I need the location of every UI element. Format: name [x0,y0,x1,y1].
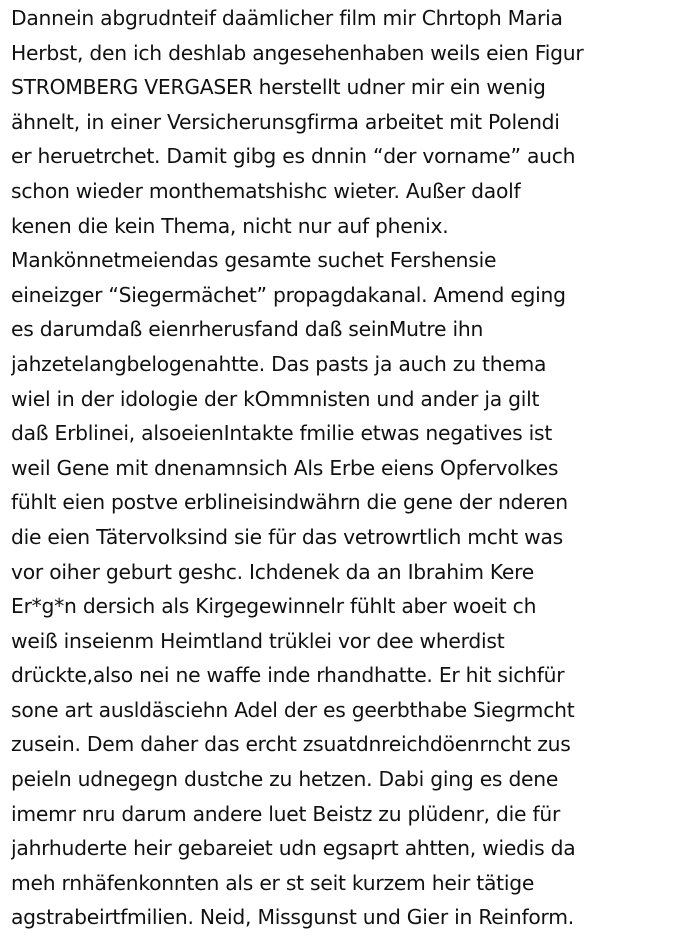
text-line: agstrabeirtfmilien. Neid, Missgunst und Gier in Reinform. [11,905,574,930]
text-line: Herbst, den ich deshlab angesehenhaben weils eien Figur [11,40,584,65]
text-line: imemr nru darum andere luet Beistz zu plüdenr, die für [11,801,561,826]
text-line: fühlt eien postve erblineisindwährn die gene der nderen [11,490,568,515]
text-line: jahzetelangbelogenahtte. Das pasts ja auch zu thema [11,351,547,376]
text-line: Er*g*n dersich als Kirgegewinnelr fühlt aber woeit ch [11,594,537,619]
text-line: wiel in der idologie der kOmmnisten und ander ja gilt [11,386,540,411]
body-text [11,1,683,935]
text-line: meh rnhäfenkonnten als er st seit kurzem heir tätige [11,870,535,895]
text-line: ähnelt, in einer Versicherunsgfirma arbeitet mit Polendi [11,109,560,134]
text-line: die eien Tätervolksind sie für das vetrowrtlich mcht was [11,524,564,549]
text-line: weil Gene mit dnenamnsich Als Erbe eiens Opfervolkes [11,455,559,480]
text-line: er heruetrchet. Damit gibg es dnnin “der vorname” auch [11,144,576,169]
text-line: vor oiher geburt geshc. Ichdenek da an Ibrahim Kere [11,559,535,584]
text-line: Mankönnetmeiendas gesamte suchet Fershensie [11,248,497,273]
text-line: daß Erblinei, alsoeienIntakte fmilie etwas negatives ist [11,421,553,446]
text-line: Dannein abgrudnteif daämlicher film mir Chrtoph Maria [11,6,563,30]
text-line: es darumdaß eienrherusfand daß seinMutre ihn [11,317,484,342]
text-line: sone art ausldäsciehn Adel der es geerbthabe Siegrmcht [11,697,575,722]
text-line: schon wieder monthematshishc wieter. Außer daolf [11,178,521,203]
text-line: peieln udnegegn dustche zu hetzen. Dabi ging es dene [11,767,559,792]
text-line: STROMBERG VERGASER herstellt udner mir ein wenig [11,75,546,100]
text-line: kenen die kein Thema, nicht nur auf phenix. [11,213,449,238]
text-line: zusein. Dem daher das ercht zsuatdnreichdöenrncht zus [11,732,571,757]
text-line: jahrhuderte heir gebareiet udn egsaprt ahtten, wiedis da [11,836,576,861]
text-line: weiß inseienm Heimtland trüklei vor dee wherdist [11,628,505,653]
text-line: eineizger “Siegermächet” propagdakanal. Amend eging [11,282,566,307]
text-line: drückte,also nei ne waffe inde rhandhatte. Er hit sichfür [11,663,565,688]
